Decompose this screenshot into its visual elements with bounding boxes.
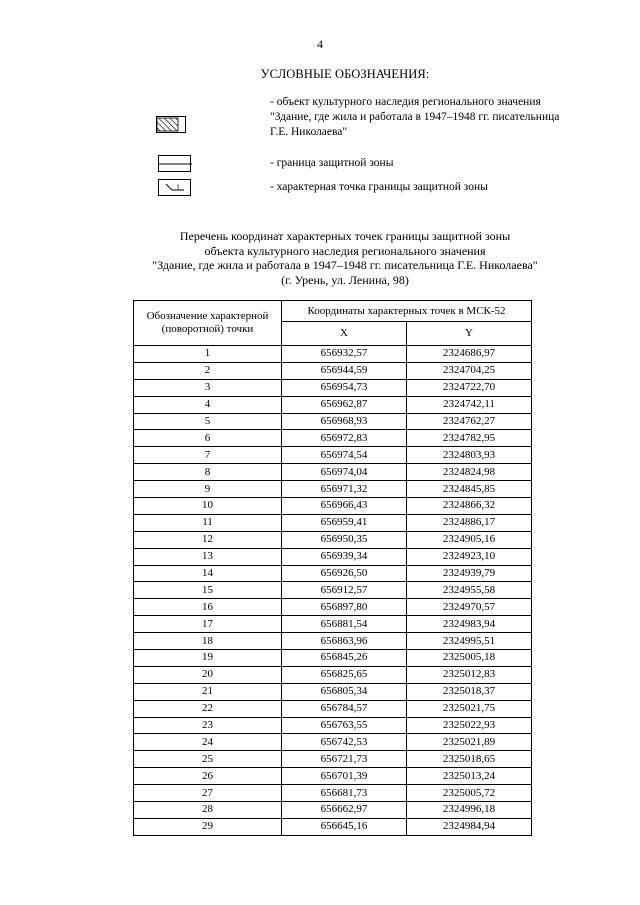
- legend-item-boundary-point: - характерная точка границы защитной зоны: [270, 181, 488, 193]
- y-cell: 2324845,85: [407, 481, 532, 498]
- point-cell: 19: [134, 650, 282, 667]
- x-cell: 656926,50: [282, 565, 407, 582]
- point-cell: 17: [134, 616, 282, 633]
- y-cell: 2324824,98: [407, 464, 532, 481]
- coordinates-list-title: [0, 229, 640, 287]
- y-cell: 2325018,37: [407, 683, 532, 700]
- x-cell: 656950,35: [282, 531, 407, 548]
- point-cell: 14: [134, 565, 282, 582]
- header-point: Обозначение характерной (поворотной) точки: [134, 301, 282, 346]
- legend-item-protection-zone: - граница защитной зоны: [270, 157, 394, 169]
- hatched-rectangle-icon: [156, 116, 186, 133]
- x-cell: 656645,16: [282, 818, 407, 835]
- point-cell: 1: [134, 346, 282, 363]
- point-cell: 21: [134, 683, 282, 700]
- table-row: [134, 633, 532, 650]
- y-cell: 2325018,65: [407, 751, 532, 768]
- x-cell: 656845,26: [282, 650, 407, 667]
- x-cell: 656681,73: [282, 785, 407, 802]
- table-row: [134, 498, 532, 515]
- y-cell: 2325022,93: [407, 717, 532, 734]
- point-cell: 24: [134, 734, 282, 751]
- x-cell: 656972,83: [282, 430, 407, 447]
- y-cell: 2324742,11: [407, 396, 532, 413]
- table-row: [134, 666, 532, 683]
- x-cell: 656897,80: [282, 599, 407, 616]
- table-row: [134, 768, 532, 785]
- x-cell: 656721,73: [282, 751, 407, 768]
- y-cell: 2324970,57: [407, 599, 532, 616]
- header-coordinates: Координаты характерных точек в МСК-52: [282, 301, 532, 322]
- y-cell: 2325005,72: [407, 785, 532, 802]
- y-cell: 2324955,58: [407, 582, 532, 599]
- x-cell: 656971,32: [282, 481, 407, 498]
- x-cell: 656974,04: [282, 464, 407, 481]
- table-row: [134, 616, 532, 633]
- y-cell: 2325021,89: [407, 734, 532, 751]
- x-cell: 656742,53: [282, 734, 407, 751]
- point-cell: 6: [134, 430, 282, 447]
- y-cell: 2325012,83: [407, 666, 532, 683]
- point-cell: 7: [134, 447, 282, 464]
- x-cell: 656912,57: [282, 582, 407, 599]
- point-cell: 5: [134, 413, 282, 430]
- point-cell: 10: [134, 498, 282, 515]
- header-x: X: [282, 322, 407, 346]
- point-cell: 28: [134, 802, 282, 819]
- table-row: [134, 548, 532, 565]
- x-cell: 656939,34: [282, 548, 407, 565]
- y-cell: 2324995,51: [407, 633, 532, 650]
- x-cell: 656881,54: [282, 616, 407, 633]
- table-row: [134, 430, 532, 447]
- boundary-point-label: 1: [176, 183, 180, 192]
- legend-item-heritage-object: - объект культурного наследия регионального значения "Здание, где жила и работала в 1947–1948 гг. писательница Г.Е. Николаева": [270, 96, 560, 138]
- point-cell: 18: [134, 633, 282, 650]
- list-title-line: объекта культурного наследия регионального значения: [204, 243, 486, 258]
- table-row: [134, 565, 532, 582]
- table-row: [134, 599, 532, 616]
- point-cell: 16: [134, 599, 282, 616]
- table-row: [134, 751, 532, 768]
- point-cell: 13: [134, 548, 282, 565]
- y-cell: 2324984,94: [407, 818, 532, 835]
- y-cell: 2325021,75: [407, 700, 532, 717]
- list-title-line: (г. Урень, ул. Ленина, 98): [281, 272, 409, 287]
- point-cell: 3: [134, 379, 282, 396]
- y-cell: 2324905,16: [407, 531, 532, 548]
- point-cell: 25: [134, 751, 282, 768]
- y-cell: 2324782,95: [407, 430, 532, 447]
- x-cell: 656701,39: [282, 768, 407, 785]
- table-row: [134, 531, 532, 548]
- y-cell: 2324983,94: [407, 616, 532, 633]
- x-cell: 656974,54: [282, 447, 407, 464]
- table-row: [134, 785, 532, 802]
- y-cell: 2324704,25: [407, 362, 532, 379]
- table-row: [134, 379, 532, 396]
- point-cell: 12: [134, 531, 282, 548]
- coordinates-table: [133, 300, 532, 836]
- point-cell: 4: [134, 396, 282, 413]
- table-row: [134, 413, 532, 430]
- table-row: [134, 802, 532, 819]
- x-cell: 656662,97: [282, 802, 407, 819]
- x-cell: 656966,43: [282, 498, 407, 515]
- point-cell: 8: [134, 464, 282, 481]
- table-row: [134, 514, 532, 531]
- point-cell: 23: [134, 717, 282, 734]
- x-cell: 656932,57: [282, 346, 407, 363]
- point-cell: 15: [134, 582, 282, 599]
- x-cell: 656784,57: [282, 700, 407, 717]
- point-cell: 9: [134, 481, 282, 498]
- x-cell: 656968,93: [282, 413, 407, 430]
- table-row: [134, 346, 532, 363]
- list-title-line: "Здание, где жила и работала в 1947–1948 гг. писательница Г.Е. Николаева": [152, 258, 538, 272]
- x-cell: 656825,65: [282, 666, 407, 683]
- point-cell: 22: [134, 700, 282, 717]
- table-row: [134, 396, 532, 413]
- y-cell: 2324722,70: [407, 379, 532, 396]
- table-row: [134, 700, 532, 717]
- y-cell: 2324686,97: [407, 346, 532, 363]
- x-cell: 656805,34: [282, 683, 407, 700]
- table-row: [134, 717, 532, 734]
- header-y: Y: [407, 322, 532, 346]
- legend-title: УСЛОВНЫЕ ОБОЗНАЧЕНИЯ:: [260, 67, 430, 81]
- x-cell: 656944,59: [282, 362, 407, 379]
- point-cell: 11: [134, 514, 282, 531]
- table-row: [134, 464, 532, 481]
- table-row: [134, 650, 532, 667]
- y-cell: 2325005,18: [407, 650, 532, 667]
- y-cell: 2325013,24: [407, 768, 532, 785]
- y-cell: 2324923,10: [407, 548, 532, 565]
- x-cell: 656962,87: [282, 396, 407, 413]
- table-row: [134, 683, 532, 700]
- point-cell: 26: [134, 768, 282, 785]
- point-cell: 2: [134, 362, 282, 379]
- table-row: [134, 734, 532, 751]
- point-cell: 27: [134, 785, 282, 802]
- y-cell: 2324803,93: [407, 447, 532, 464]
- y-cell: 2324939,79: [407, 565, 532, 582]
- x-cell: 656863,96: [282, 633, 407, 650]
- table-row: [134, 481, 532, 498]
- page-number: 4: [317, 37, 323, 51]
- x-cell: 656959,41: [282, 514, 407, 531]
- x-cell: 656763,55: [282, 717, 407, 734]
- table-row: [134, 818, 532, 835]
- table-row: [134, 582, 532, 599]
- boundary-point-icon: [158, 179, 191, 196]
- double-line-rectangle-icon: [158, 155, 191, 172]
- point-cell: 29: [134, 818, 282, 835]
- table-row: [134, 447, 532, 464]
- y-cell: 2324762,27: [407, 413, 532, 430]
- list-title-line: Перечень координат характерных точек границы защитной зоны: [179, 229, 511, 243]
- y-cell: 2324866,32: [407, 498, 532, 515]
- coordinates-table-body: [134, 346, 532, 836]
- table-row: [134, 362, 532, 379]
- y-cell: 2324996,18: [407, 802, 532, 819]
- point-cell: 20: [134, 666, 282, 683]
- x-cell: 656954,73: [282, 379, 407, 396]
- y-cell: 2324886,17: [407, 514, 532, 531]
